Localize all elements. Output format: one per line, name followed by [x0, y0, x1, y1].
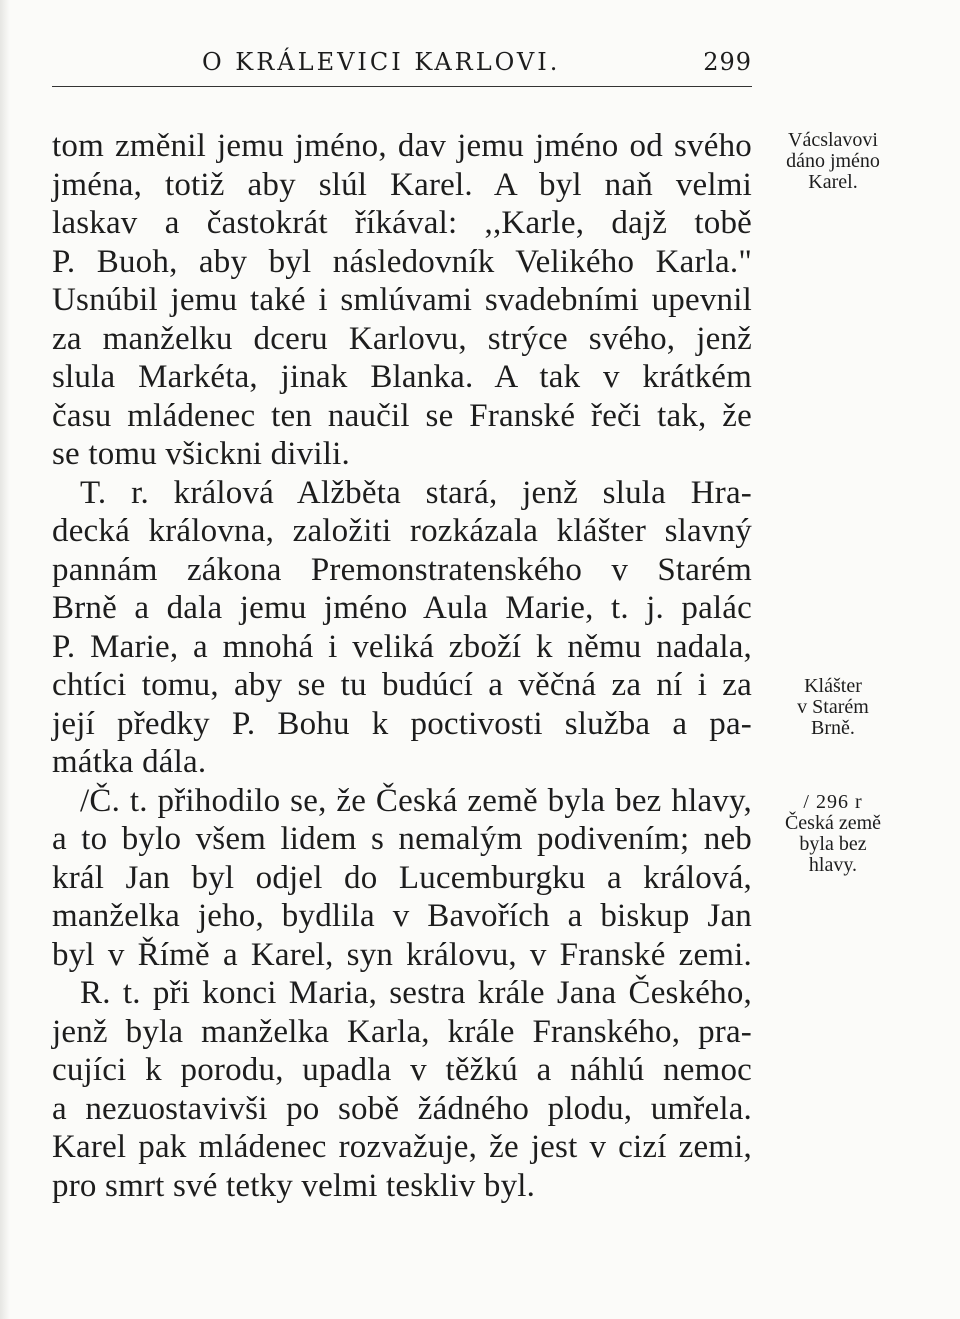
text-line: laskav a častokrát říkával: ,,Karle, dajž tobě [52, 205, 752, 241]
text-line: se tomu všickni divili. [52, 436, 350, 472]
running-title: O KRÁLEVICI KARLOVI. [202, 48, 561, 76]
margin-note-line: byla bez [799, 833, 867, 855]
margin-note-line: Karel. [808, 171, 858, 193]
text-line: času mládenec ten naučil se Franské řeči tak, že [52, 397, 752, 434]
text-line: a nezuostavivši po sobě žádného plodu, umřela. [52, 1090, 752, 1127]
margin-note-headless-land [758, 792, 908, 876]
folio-reference: / 296 r [803, 791, 863, 813]
text-line: za manželku dceru Karlovu, strýce svého, jenž [52, 320, 752, 357]
text-line: mátka dála. [52, 744, 207, 780]
margin-note-line: hlavy. [808, 854, 858, 876]
text-line: a to bylo všem lidem s nemalým podivením; neb [52, 821, 752, 857]
text-line: P. Marie, a mnohá i veliká zboží k němu nadala, [52, 628, 752, 665]
margin-note-line: Klášter [804, 675, 862, 697]
text-line: decká královna, založiti rozkázala klášter slavný [52, 513, 752, 549]
running-header [52, 44, 752, 84]
text-line: byl v Římě a Karel, syn královu, v Franské zemi. [52, 936, 752, 973]
text-line: její předky P. Bohu k poctivosti služba a pa- [52, 705, 752, 742]
text-line: Brně a dala jemu jméno Aula Marie, t. j. palác [52, 590, 752, 626]
margin-note-line: Česká země [784, 812, 882, 834]
text-line: tom změnil jemu jméno, dav jemu jméno od svého [52, 128, 752, 164]
text-line: slula Markéta, jinak Blanka. A tak v krátkém [52, 359, 752, 395]
text-line: P. Buoh, aby byl následovník Velikého Karla." [52, 243, 752, 280]
text-line: R. t. při konci Maria, sestra krále Jana Českého, [80, 975, 752, 1011]
margin-note-name-given [758, 130, 908, 193]
text-line: pannám zákona Premonstratenského v Starém [52, 551, 752, 588]
margin-note-line: Vácslavovi [788, 129, 878, 151]
text-line: manželka jeho, bydlila v Bavořích a biskup Jan [52, 898, 752, 934]
text-line: jména, totiž aby slúl Karel. A byl naň velmi [52, 166, 752, 203]
body-text [52, 127, 752, 1205]
text-line: chtíci tomu, aby se tu budúcí a věčná za ní i za [52, 667, 752, 703]
margin-note-line: v Starém [797, 696, 869, 718]
margin-note-monastery [758, 676, 908, 739]
text-line: pro smrt své tetky velmi teskliv byl. [52, 1167, 536, 1204]
page-number: 299 [703, 48, 752, 76]
text-line: T. r. králová Alžběta stará, jenž slula Hra- [80, 474, 752, 511]
page-gutter-shadow [0, 0, 10, 1319]
text-line: cujíci k porodu, upadla v těžkú a náhlú nemoc [52, 1052, 752, 1088]
margin-note-line: dáno jméno [786, 150, 880, 172]
margin-note-line: Brně. [811, 717, 855, 739]
text-line: král Jan byl odjel do Lucemburgku a králová, [52, 859, 752, 896]
text-line: /Č. t. přihodilo se, že Česká země byla bez hlavy, [80, 782, 752, 819]
text-line: Karel pak mládenec rozvažuje, že jest v cizí zemi, [52, 1129, 752, 1165]
text-line: Usnúbil jemu také i smlúvami svadebními upevnil [52, 282, 752, 318]
text-line: jenž byla manželka Karla, krále Franského, pra- [52, 1013, 752, 1050]
header-rule [52, 86, 752, 87]
